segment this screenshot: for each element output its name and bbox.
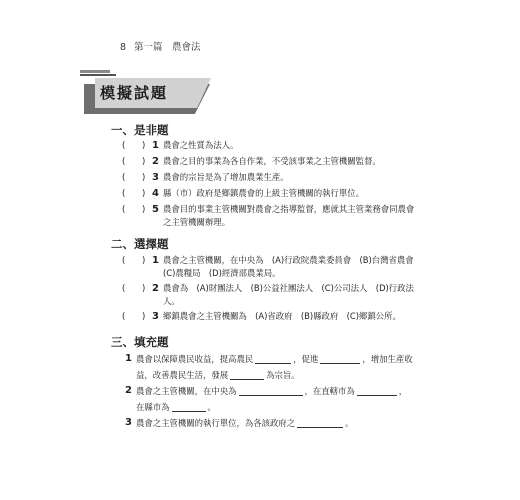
question-number: 3	[125, 417, 132, 428]
answer-blank[interactable]	[172, 401, 206, 412]
running-title: 第一篇 農會法	[134, 42, 201, 53]
question-text: 農會之目的事業為各自作業，不受該事業之主管機關監督。	[163, 156, 381, 166]
question-text	[136, 415, 414, 431]
text-segment: 農會之主管機關的執行單位，為各該政府之	[136, 418, 296, 428]
section-title-fill: 三、填充題	[111, 335, 169, 349]
answer-blank[interactable]	[255, 353, 291, 364]
text-segment: 。	[345, 418, 354, 428]
answer-parens: ( )	[122, 311, 146, 321]
decorative-rule	[80, 70, 110, 73]
text-segment: 農會之主管機關，在中央為	[136, 386, 237, 396]
question-text: 農會的宗旨是為了增加農業生產。	[163, 172, 289, 182]
running-header	[120, 39, 201, 53]
question-text: 農會之主管機關，在中央為 (A)行政院農業委員會 (B)台灣省農會 (C)農糧局 (D)經濟部農業局。	[163, 255, 423, 278]
question-number: 1	[125, 353, 132, 364]
question-number: 3	[152, 172, 159, 183]
text-segment: ，增加生產收益，改善農民生活，發展	[136, 354, 413, 380]
question-number: 2	[152, 283, 159, 294]
answer-blank[interactable]	[320, 353, 360, 364]
question-number: 3	[152, 311, 159, 322]
question-text	[136, 383, 414, 415]
answer-parens: ( )	[122, 140, 146, 150]
page-number: 8	[120, 42, 127, 53]
question-text: 農會之性質為法人。	[163, 140, 239, 150]
question-text: 農會目的事業主管機關對農會之指導監督，應就其主管業務會同農會之主管機關辦理。	[163, 204, 415, 227]
question-text	[136, 351, 414, 383]
answer-parens: ( )	[122, 156, 146, 166]
question-number: 2	[125, 385, 132, 396]
section-title-choice: 二、選擇題	[111, 237, 169, 251]
question-text: 農會為 (A)財團法人 (B)公益社團法人 (C)公司法人 (D)行政法人。	[163, 283, 414, 306]
answer-parens: ( )	[122, 172, 146, 182]
text-segment: 為宗旨。	[266, 370, 300, 380]
text-segment: 。	[207, 402, 216, 412]
answer-parens: ( )	[122, 204, 146, 214]
section-title-truefalse: 一、是非題	[111, 123, 169, 137]
answer-blank[interactable]	[297, 417, 343, 428]
text-segment: ，促進	[293, 354, 319, 364]
question-number: 1	[152, 140, 159, 151]
text-segment: ，在直轄市為	[304, 386, 355, 396]
answer-blank[interactable]	[239, 385, 303, 396]
question-number: 5	[152, 204, 159, 215]
text-segment: 農會以保障農民收益，提高農民	[136, 354, 254, 364]
question-number: 1	[152, 255, 159, 266]
question-text: 縣（市）政府是鄉鎮農會的上級主管機關的執行單位。	[163, 188, 364, 198]
decorative-rule-dark	[80, 74, 116, 76]
answer-parens: ( )	[122, 283, 146, 293]
answer-blank[interactable]	[357, 385, 397, 396]
answer-parens: ( )	[122, 255, 146, 265]
question-text: 鄉鎮農會之主管機關為 (A)省政府 (B)縣政府 (C)鄉鎮公所。	[163, 311, 401, 321]
question-number: 2	[152, 156, 159, 167]
answer-parens: ( )	[122, 188, 146, 198]
text-segment: ，在縣市為	[136, 386, 408, 412]
question-number: 4	[152, 188, 159, 199]
answer-blank[interactable]	[230, 369, 264, 380]
banner-title: 模擬試題	[100, 84, 169, 102]
